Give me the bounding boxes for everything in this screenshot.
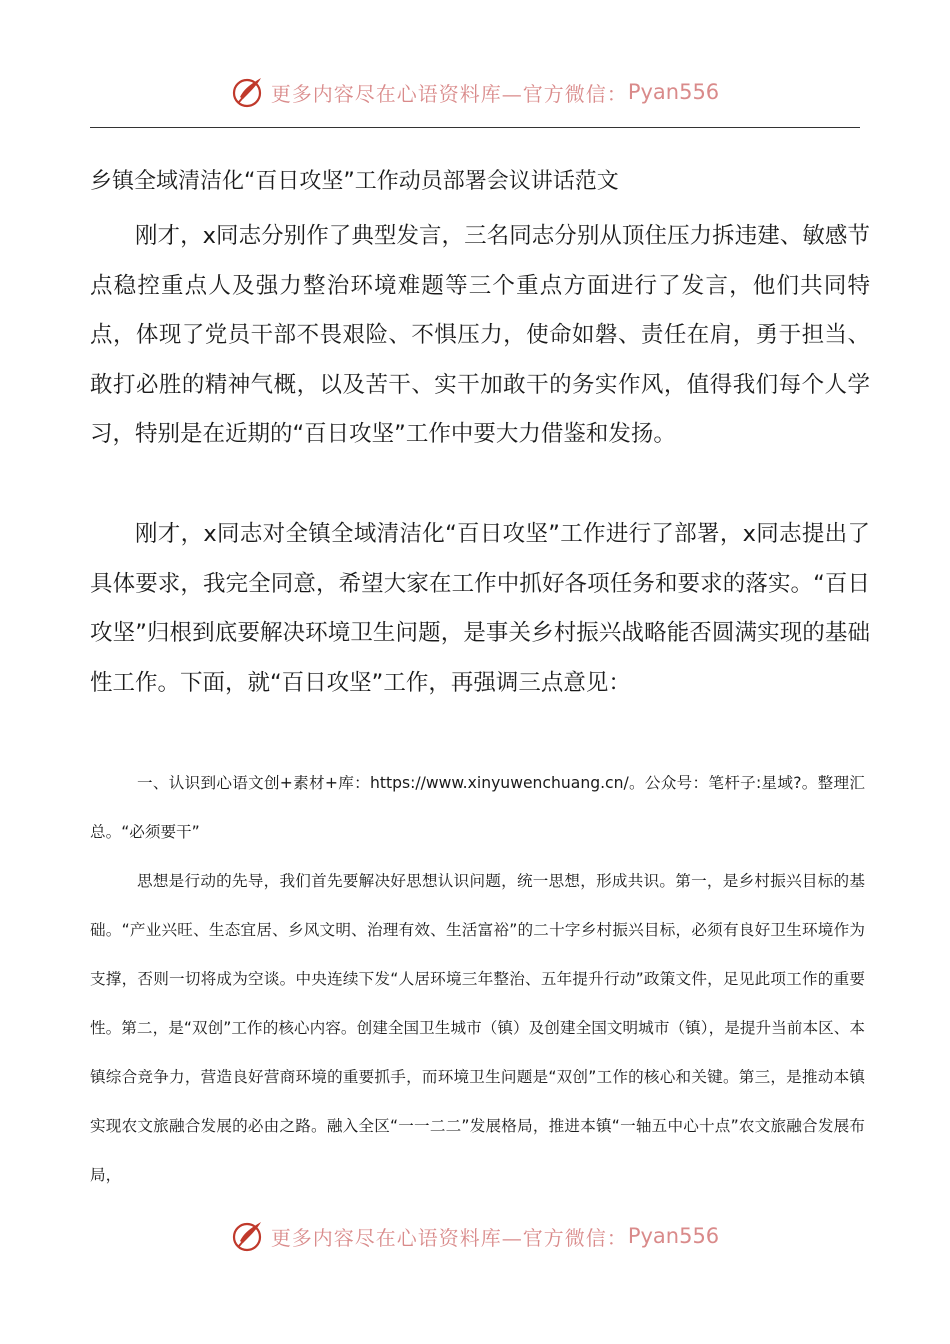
footer-banner [0,1216,950,1256]
header-promo-text: 更多内容尽在心语资料库—官方微信： [270,81,628,106]
header-wechat-id: Pyan556 [627,80,720,104]
section-heading-1: 一、认识到心语文创+素材+库：https://www.xinyuwenchuang.cn/。公众号：笔杆子:星域?。整理汇总。“必须要干” [90,774,865,841]
body-paragraph-3: 思想是行动的先导，我们首先要解决好思想认识问题，统一思想，形成共识。第一，是乡村振兴目标的基础。“产业兴旺、生态宜居、乡风文明、治理有效、生活富裕”的二十字乡村振兴目标，必须有良好卫生环境作为支撑，否则一切将成为空谈。中央连续下发“人居环境三年整治、五年提升行动”政策文件，足见此项工作的重要性。第二，是“双创”工作的核心内容。创建全国卫生城市（镇）及创建全国文明城市（镇），是提升当前本区、本镇综合竞争力，营造良好营商环境的重要抓手，而环境卫生问题是“双创”工作的核心和关键。第三，是推动本镇实现农文旅融合发展的必由之路。融入全区“一一二二”发展格局，推进本镇“一轴五中心十点”农文旅融合发展布局， [90,872,865,1184]
body-paragraph-2: 刚才，x同志对全镇全域清洁化“百日攻坚”工作进行了部署，x同志提出了具体要求，我完全同意，希望大家在工作中抓好各项任务和要求的落实。“百日攻坚”归根到底要解决环境卫生问题，是事关乡村振兴战略能否圆满实现的基础性工作。下面，就“百日攻坚”工作，再强调三点意见： [90,521,870,696]
header-banner [0,72,950,112]
document-title: 乡镇全域清洁化“百日攻坚”工作动员部署会议讲话范文 [90,169,619,194]
header-divider [90,127,860,128]
quill-logo-icon [231,75,265,109]
footer-wechat-id: Pyan556 [627,1224,720,1248]
quill-logo-icon [231,1219,265,1253]
footer-promo-text: 更多内容尽在心语资料库—官方微信： [270,1225,628,1250]
body-paragraph-1: 刚才，x同志分别作了典型发言，三名同志分别从顶住压力拆违建、敏感节点稳控重点人及强力整治环境难题等三个重点方面进行了发言，他们共同特点，体现了党员干部不畏艰险、不惧压力，使命如磐、责任在肩，勇于担当、敢打必胜的精神气概，以及苦干、实干加敢干的务实作风，值得我们每个人学习，特别是在近期的“百日攻坚”工作中要大力借鉴和发扬。 [90,223,870,448]
